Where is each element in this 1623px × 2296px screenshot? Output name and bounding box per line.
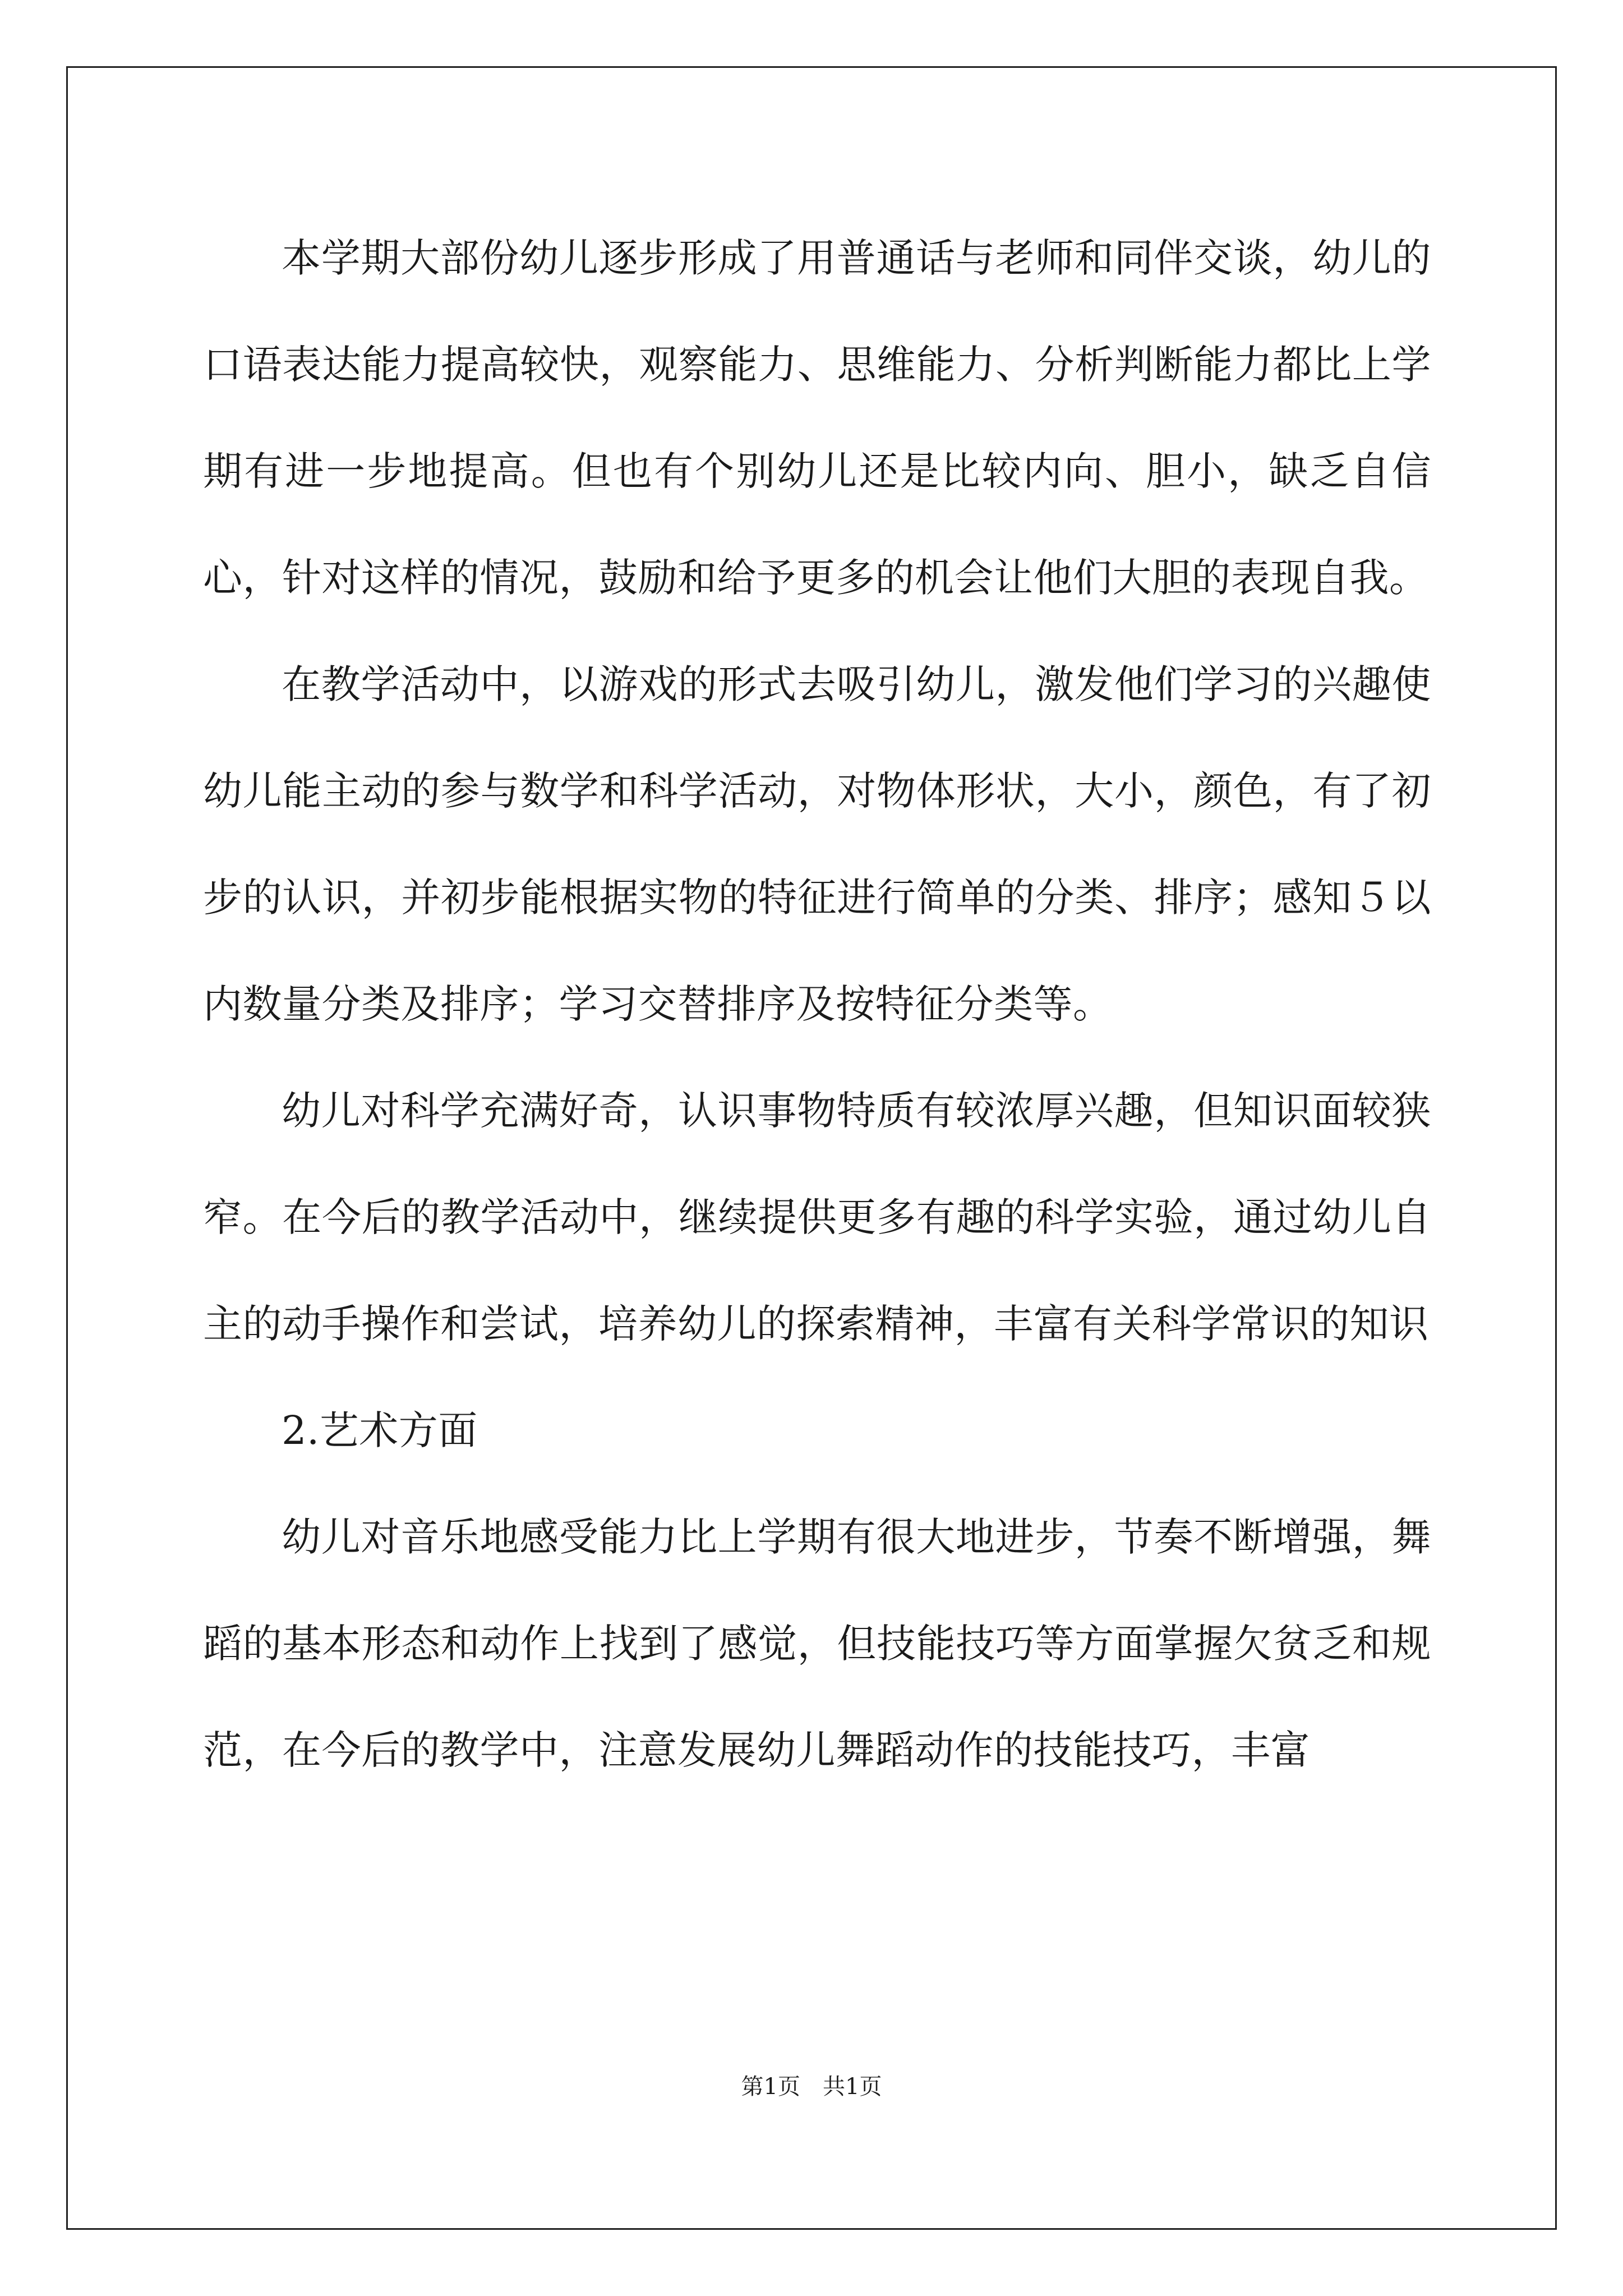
section-heading-art: 2.艺术方面 [282, 1407, 478, 1453]
paragraph-language-ability: 本学期大部份幼儿逐步形成了用普通话与老师和同伴交谈，幼儿的口语表达能力提高较快，观察能力、思维能力、分析判断能力都比上学期有进一步地提高。但也有个别幼儿还是比较内向、胆小，缺乏自信心，针对这样的情况，鼓励和给予更多的机会让他们大胆的表现自我。 [203, 235, 1431, 601]
paragraph-music-dance: 幼儿对音乐地感受能力比上学期有很大地进步，节奏不断增强，舞蹈的基本形态和动作上找到了感觉，但技能技巧等方面掌握欠贫乏和规范，在今后的教学中，注意发展幼儿舞蹈动作的技能技巧，丰富 [203, 1514, 1431, 1773]
page-number-footer: 第1页 共1页 [741, 2074, 882, 2100]
document-body [203, 205, 1431, 1803]
paragraph-science-curiosity: 幼儿对科学充满好奇，认识事物特质有较浓厚兴趣，但知识面较狭窄。在今后的教学活动中，继续提供更多有趣的科学实验，通过幼儿自主的动手操作和尝试，培养幼儿的探索精神，丰富有关科学常识的知识 [203, 1088, 1431, 1347]
paragraph-math-science-activities: 在教学活动中，以游戏的形式去吸引幼儿，激发他们学习的兴趣使幼儿能主动的参与数学和科学活动，对物体形状，大小，颜色，有了初步的认识，并初步能根据实物的特征进行简单的分类、排序；感知５以内数量分类及排序；学习交替排序及按特征分类等。 [203, 661, 1431, 1027]
